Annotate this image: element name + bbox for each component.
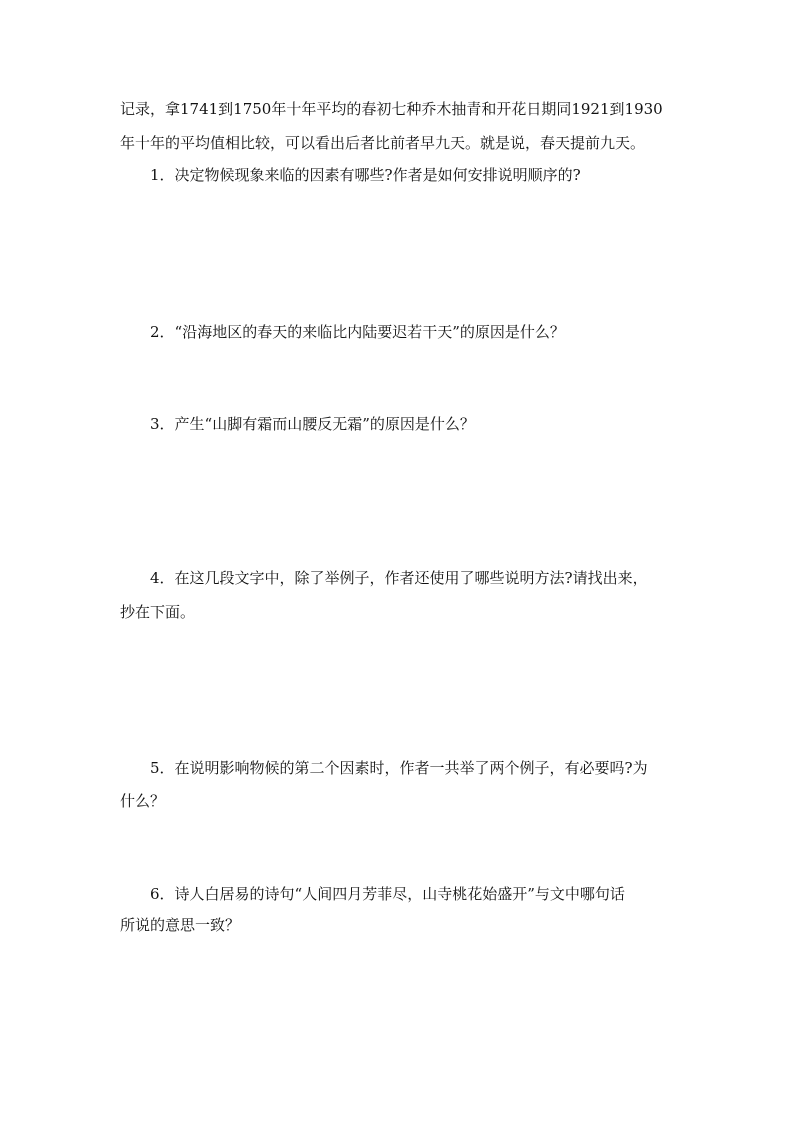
passage-line-1: 记录，拿1741到1750年十年平均的春初七种乔木抽青和开花日期同1921到1930 <box>120 100 663 118</box>
question-4-line-1: 4．在这几段文字中，除了举例子，作者还使用了哪些说明方法?请找出来， <box>150 569 648 587</box>
question-1: 1．决定物候现象来临的因素有哪些?作者是如何安排说明顺序的? <box>150 166 581 184</box>
question-5-line-2: 什么？ <box>120 792 166 810</box>
question-4-line-2: 抄在下面。 <box>120 603 196 621</box>
question-6-line-2: 所说的意思一致？ <box>120 916 241 934</box>
passage-line-2: 年十年的平均值相比较，可以看出后者比前者早九天。就是说，春天提前九天。 <box>120 134 646 152</box>
question-6-line-1: 6．诗人白居易的诗句“人间四月芳菲尽，山寺桃花始盛开”与文中哪句话 <box>150 885 625 903</box>
question-3: 3．产生“山脚有霜而山腰反无霜”的原因是什么？ <box>150 415 475 433</box>
question-5-line-1: 5．在说明影响物候的第二个因素时，作者一共举了两个例子，有必要吗?为 <box>150 759 648 777</box>
question-2: 2．“沿海地区的春天的来临比内陆要迟若干天”的原因是什么？ <box>150 323 565 341</box>
